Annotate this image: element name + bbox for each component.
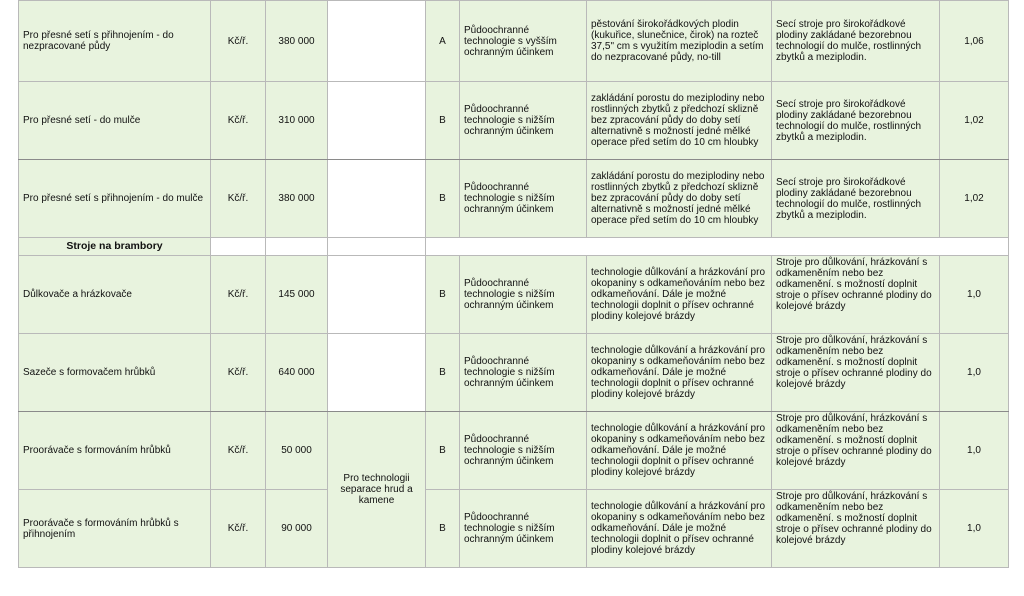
machine-name: Proorávače s formováním hrůbků s přihnojením [19, 490, 211, 568]
unit-cell: Kč/ř. [211, 160, 266, 238]
unit-cell: Kč/ř. [211, 1, 266, 82]
unit-cell: Kč/ř. [211, 82, 266, 160]
price-cell: 380 000 [266, 1, 328, 82]
machine-name: Pro přesné setí - do mulče [19, 82, 211, 160]
unit-cell: Kč/ř. [211, 334, 266, 412]
category-cell: B [426, 256, 460, 334]
price-cell: 380 000 [266, 160, 328, 238]
machinery-table [18, 0, 1009, 568]
empty-cell [426, 238, 1009, 256]
machines-cell: Stroje pro důlkování, hrázkování s odkameněním nebo bez odkamenění. s možností doplnit stroje o přísev ochranné plodiny do kolejové brázdy [772, 490, 940, 568]
note-cell [328, 82, 426, 160]
coefficient-cell: 1,0 [940, 412, 1009, 490]
machines-cell: Stroje pro důlkování, hrázkování s odkameněním nebo bez odkamenění. s možností doplnit stroje o přísev ochranné plodiny do kolejové brázdy [772, 334, 940, 412]
note-cell [328, 256, 426, 334]
price-cell: 90 000 [266, 490, 328, 568]
description-cell: pěstování širokořádkových plodin (kukuřice, slunečnice, čirok) na rozteč 37,5" cm s využitím meziplodin a setím do nezpracované půdy, no-till [587, 1, 772, 82]
section-row [19, 238, 1009, 256]
machines-cell: Stroje pro důlkování, hrázkování s odkameněním nebo bez odkamenění. s možností doplnit stroje o přísev ochranné plodiny do kolejové brázdy [772, 256, 940, 334]
note-cell [328, 160, 426, 238]
technology-cell: Půdoochranné technologie s nižším ochranným účinkem [460, 256, 587, 334]
technology-cell: Půdoochranné technologie s nižším ochranným účinkem [460, 490, 587, 568]
technology-cell: Půdoochranné technologie s nižším ochranným účinkem [460, 412, 587, 490]
empty-cell [266, 238, 328, 256]
technology-cell: Půdoochranné technologie s nižším ochranným účinkem [460, 82, 587, 160]
category-cell: B [426, 160, 460, 238]
coefficient-cell: 1,06 [940, 1, 1009, 82]
table-row [19, 1, 1009, 82]
table-row [19, 412, 1009, 490]
description-cell: technologie důlkování a hrázkování pro okopaniny s odkameňováním nebo bez odkameňování. Dále je možné technologii doplnit o přísev ochranné plodiny kolejové brázdy [587, 490, 772, 568]
description-cell: zakládání porostu do meziplodiny nebo rostlinných zbytků z předchozí sklizně bez zpracování půdy do doby setí alternativně s možností jedné mělké operace před setím do 10 cm hloubky [587, 160, 772, 238]
coefficient-cell: 1,0 [940, 490, 1009, 568]
coefficient-cell: 1,0 [940, 334, 1009, 412]
category-cell: A [426, 1, 460, 82]
description-cell: technologie důlkování a hrázkování pro okopaniny s odkameňováním nebo bez odkameňování. Dále je možné technologii doplnit o přísev ochranné plodiny kolejové brázdy [587, 256, 772, 334]
unit-cell: Kč/ř. [211, 490, 266, 568]
empty-cell [211, 238, 266, 256]
description-cell: zakládání porostu do meziplodiny nebo rostlinných zbytků z předchozí sklizně bez zpracování půdy do doby setí alternativně s možností jedné mělké operace před setím do 10 cm hloubky [587, 82, 772, 160]
machine-name: Pro přesné setí s přihnojením - do mulče [19, 160, 211, 238]
machine-name: Důlkovače a hrázkovače [19, 256, 211, 334]
machine-name: Proorávače s formováním hrůbků [19, 412, 211, 490]
category-cell: B [426, 490, 460, 568]
price-cell: 640 000 [266, 334, 328, 412]
unit-cell: Kč/ř. [211, 412, 266, 490]
machine-name: Sazeče s formovačem hrůbků [19, 334, 211, 412]
note-cell [328, 1, 426, 82]
price-cell: 50 000 [266, 412, 328, 490]
empty-cell [328, 238, 426, 256]
table-row [19, 490, 1009, 568]
machines-cell: Secí stroje pro širokořádkové plodiny zakládané bezorebnou technologií do mulče, rostlinných zbytků a meziplodin. [772, 160, 940, 238]
machines-cell: Stroje pro důlkování, hrázkování s odkameněním nebo bez odkamenění. s možností doplnit stroje o přísev ochranné plodiny do kolejové brázdy [772, 412, 940, 490]
coefficient-cell: 1,0 [940, 256, 1009, 334]
machines-cell: Secí stroje pro širokořádkové plodiny zakládané bezorebnou technologií do mulče, rostlinných zbytků a meziplodin. [772, 1, 940, 82]
technology-cell: Půdoochranné technologie s nižším ochranným účinkem [460, 334, 587, 412]
table-row [19, 334, 1009, 412]
coefficient-cell: 1,02 [940, 82, 1009, 160]
separation-note: Pro technologii separace hrud a kamene [328, 412, 426, 568]
section-title: Stroje na brambory [19, 238, 211, 256]
category-cell: B [426, 82, 460, 160]
description-cell: technologie důlkování a hrázkování pro okopaniny s odkameňováním nebo bez odkameňování. Dále je možné technologii doplnit o přísev ochranné plodiny kolejové brázdy [587, 412, 772, 490]
coefficient-cell: 1,02 [940, 160, 1009, 238]
category-cell: B [426, 334, 460, 412]
table-row [19, 82, 1009, 160]
note-cell [328, 334, 426, 412]
table-row [19, 256, 1009, 334]
machine-name: Pro přesné setí s přihnojením - do nezpracované půdy [19, 1, 211, 82]
technology-cell: Půdoochranné technologie s nižším ochranným účinkem [460, 160, 587, 238]
price-cell: 310 000 [266, 82, 328, 160]
category-cell: B [426, 412, 460, 490]
technology-cell: Půdoochranné technologie s vyšším ochranným účinkem [460, 1, 587, 82]
table-row [19, 160, 1009, 238]
price-cell: 145 000 [266, 256, 328, 334]
machines-cell: Secí stroje pro širokořádkové plodiny zakládané bezorebnou technologií do mulče, rostlinných zbytků a meziplodin. [772, 82, 940, 160]
unit-cell: Kč/ř. [211, 256, 266, 334]
description-cell: technologie důlkování a hrázkování pro okopaniny s odkameňováním nebo bez odkameňování. Dále je možné technologii doplnit o přísev ochranné plodiny kolejové brázdy [587, 334, 772, 412]
